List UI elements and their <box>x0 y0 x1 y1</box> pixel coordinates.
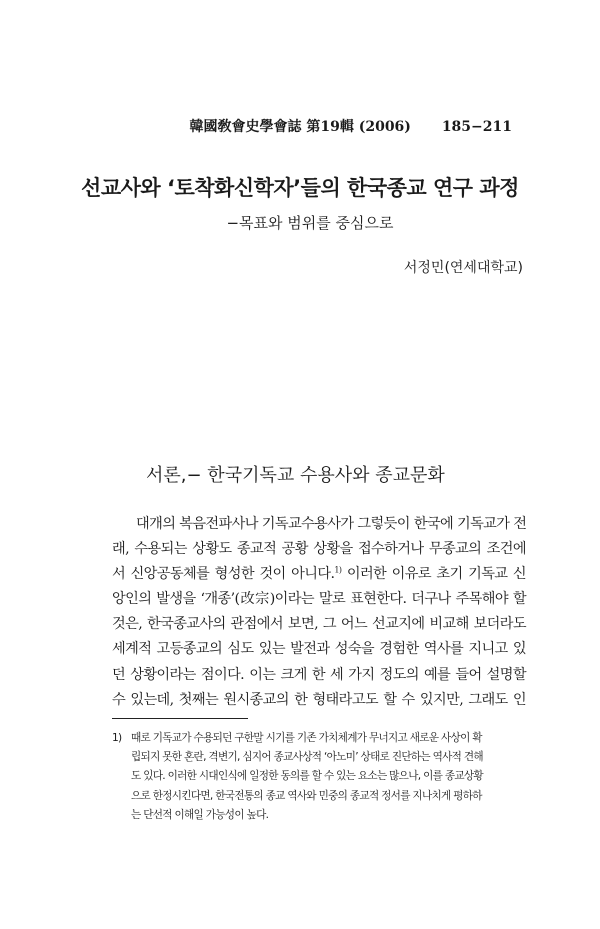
footnote-line: 립되지 못한 혼란, 격변기, 심지어 종교사상적 ‘아노미’ 상태로 진단하는 역사적 견해 <box>131 751 483 764</box>
footnote-number: 1) <box>112 732 122 744</box>
footnote <box>112 729 528 825</box>
paragraph-line: 대개의 복음전파사나 기독교수용사가 그렇듯이 한국에 기독교가 전 <box>136 516 527 532</box>
article-title: 선교사와 ‘토착화신학자’들의 한국종교 연구 과정 <box>81 176 519 200</box>
paragraph-line-part: 이러한 이유로 초기 기독교 신 <box>346 566 526 583</box>
paragraph-line: 수 있는데, 첫째는 원시종교의 한 형태라고도 할 수 있지만, 그래도 인 <box>112 691 526 708</box>
paragraph-line <box>112 562 526 587</box>
footnote-line: 는 단선적 이해일 가능성이 높다. <box>131 808 269 821</box>
paragraph-line: 던 상황이라는 점이다. 이는 크게 한 세 가지 정도의 예를 들어 설명할 <box>112 666 526 683</box>
footnote-line: 도 있다. 이러한 시대인식에 일정한 동의를 할 수 있는 요소는 많으나, 이를 종교상황 <box>131 770 483 783</box>
journal-citation: 韓國敎會史學會誌 第19輯 (2006) <box>189 119 411 135</box>
author-affiliation: 서정민(연세대학교) <box>403 260 523 276</box>
section-heading: 서론,− 한국기독교 수용사와 종교문화 <box>146 465 445 486</box>
article-subtitle: −목표와 범위를 중심으로 <box>226 214 394 232</box>
paragraph-line: 앙인의 발생을 ‘개종’(改宗)이라는 말로 표현한다. 더구나 주목해야 할 <box>112 591 526 608</box>
paragraph-line: 것은, 한국종교사의 관점에서 보면, 그 어느 선교지에 비교해 보더라도 <box>112 616 526 633</box>
page-range: 185−211 <box>441 119 512 135</box>
footnote-divider <box>112 718 248 719</box>
paragraph-line: 세계적 고등종교의 심도 있는 발전과 성숙을 경험한 역사를 지니고 있 <box>112 641 526 658</box>
footnote-line-text: 때로 기독교가 수용되던 구한말 시기를 기존 가치체계가 무너지고 새로운 사상이 확 <box>131 732 482 744</box>
paragraph-line-part: 서 신앙공동체를 형성한 것이 아니다. <box>112 566 335 583</box>
body-paragraph <box>112 512 526 713</box>
footnote-marker[interactable]: 1) <box>334 565 342 575</box>
footnote-line: 으로 한정시킨다면, 한국전통의 종교 역사와 민중의 종교적 정서를 지나치게 평하하 <box>131 789 482 802</box>
paragraph-line: 래, 수용되는 상황도 종교적 공황 상황을 접수하거나 무종교의 조건에 <box>112 541 526 558</box>
journal-header <box>189 116 512 136</box>
footnote-line <box>112 729 528 748</box>
